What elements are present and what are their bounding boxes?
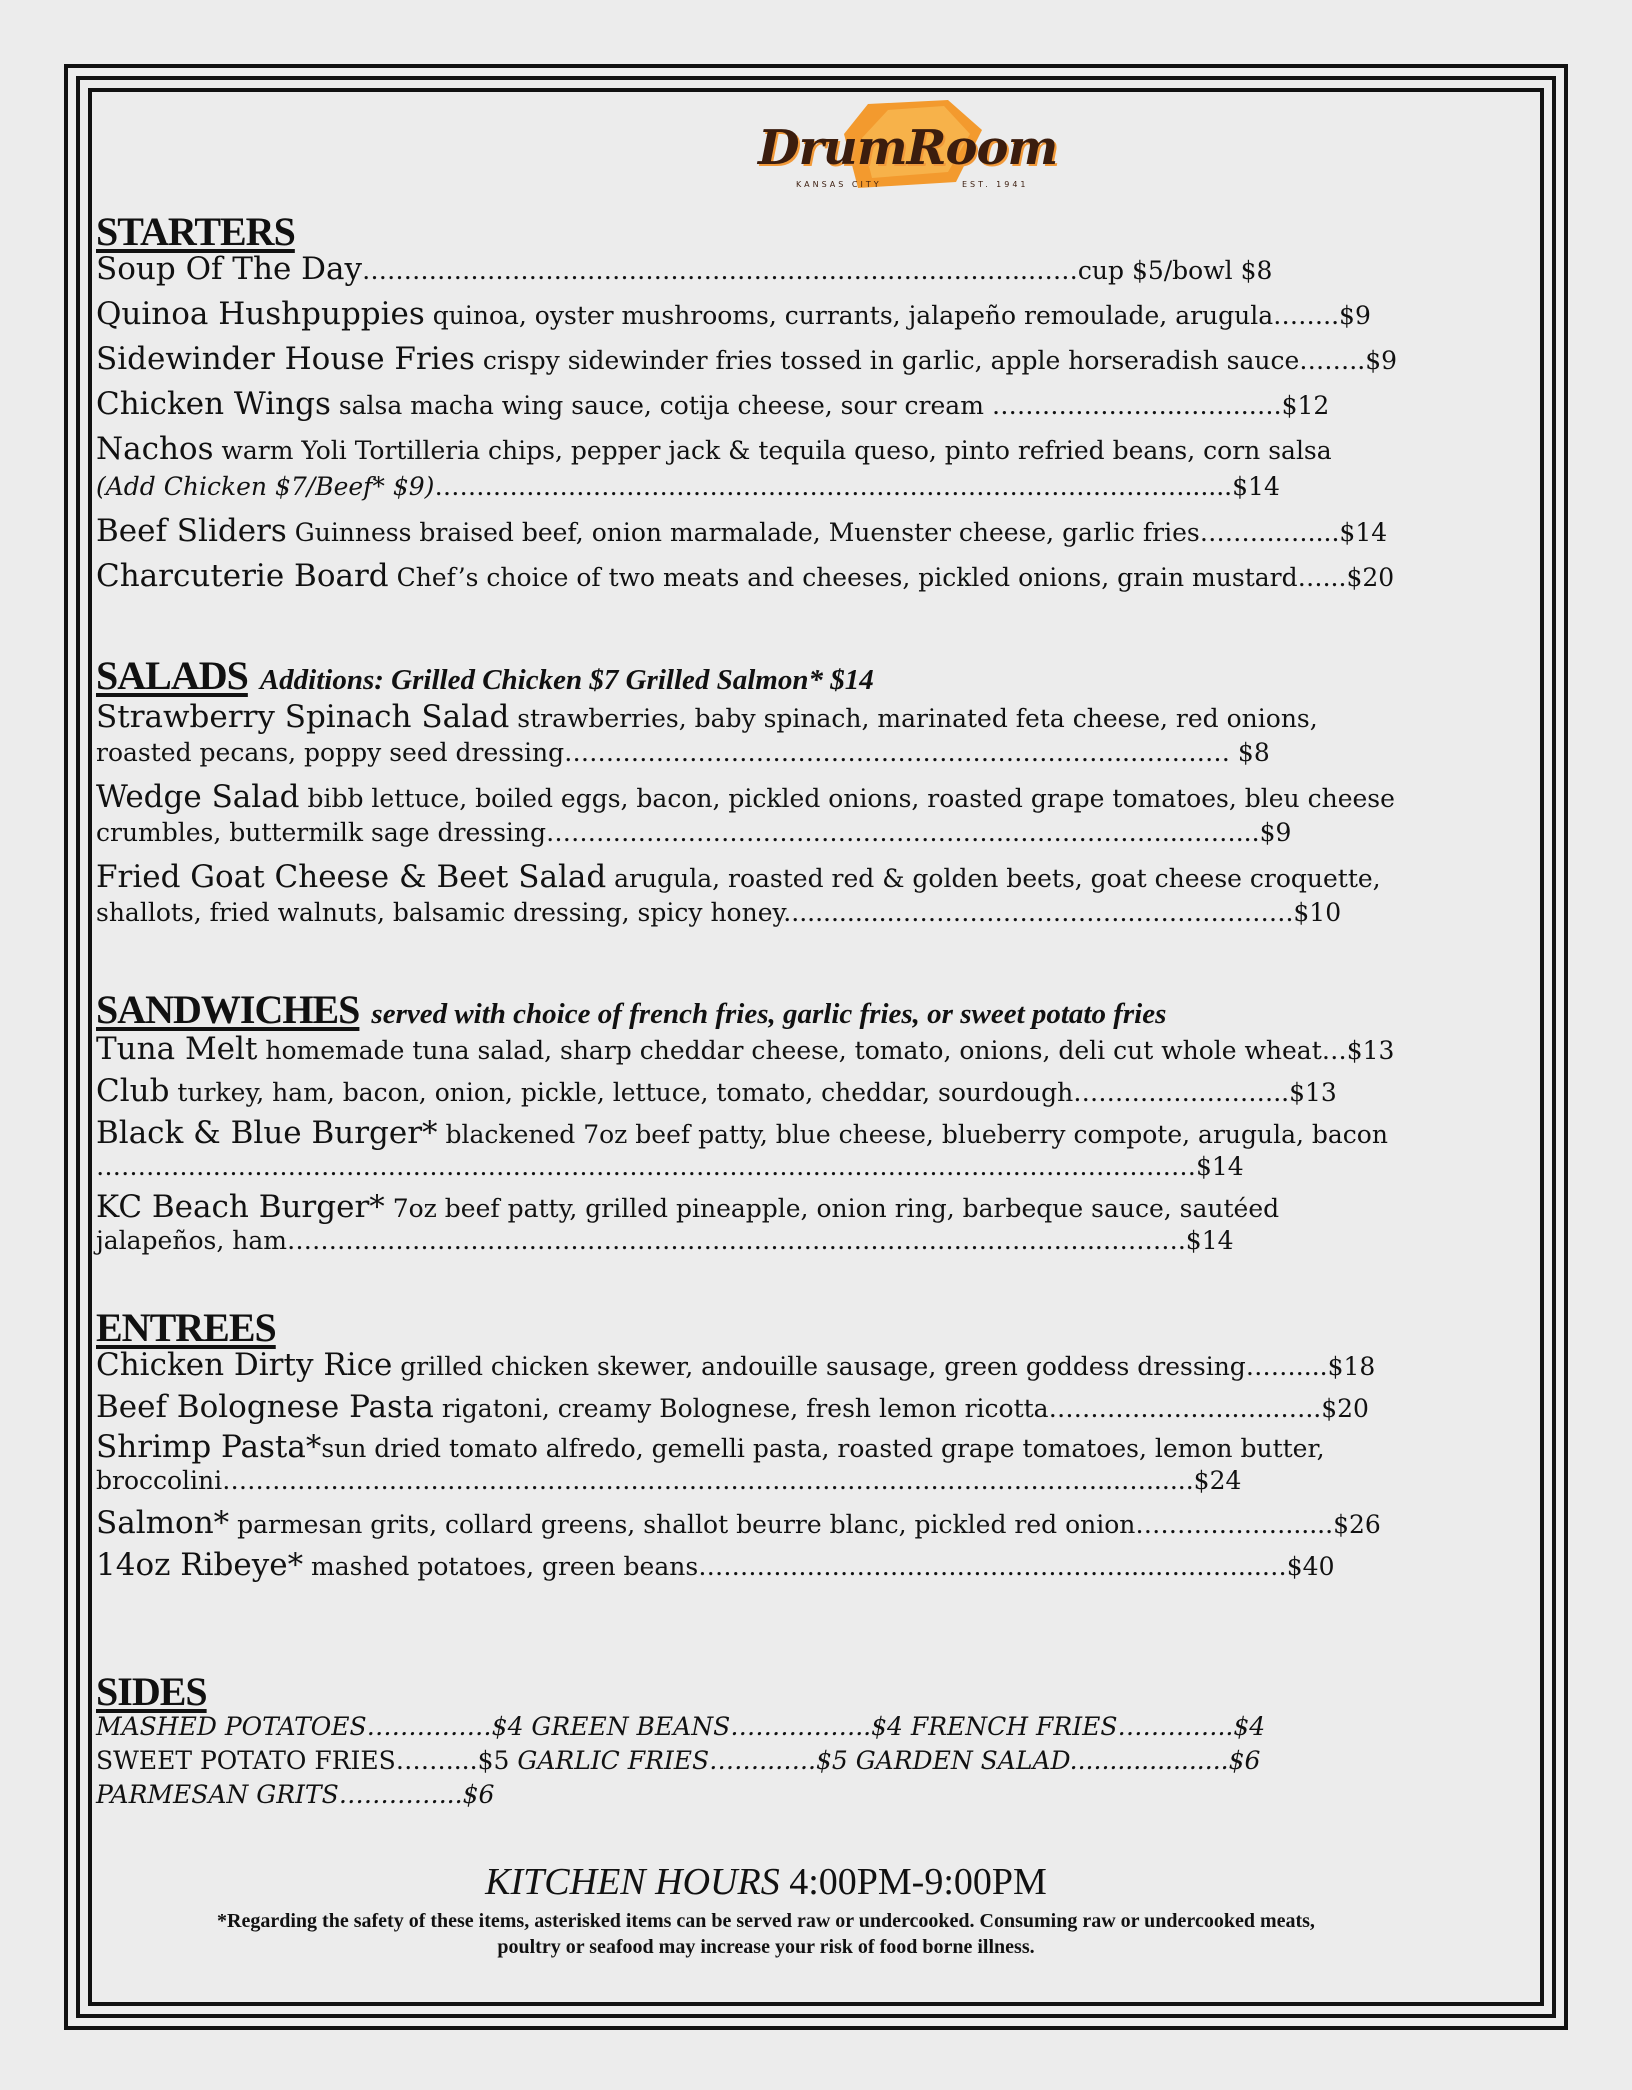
menu-item [96,1031,1395,1076]
item-desc: crumbles, buttermilk sage dressing………………………………………………..………………...……...$9 [96,818,1292,847]
item-name: Charcuterie Board [96,558,389,594]
menu-item [96,859,1395,900]
sides-list: MASHED POTATOES……………$4 GREEN BEANS……………..$4 FRENCH FRIES…………..$4 [96,1712,1266,1741]
starters-section [96,208,1397,606]
food-safety-disclaimer: *Regarding the safety of these items, asterisked items can be served raw or undercooked. Consuming raw or undercooked meats, poultry or seafood may increase your risk of food borne illness. [217,1910,1315,1958]
sides-line [96,1714,1265,1748]
logo-location: KANSAS CITY [796,180,882,189]
sides-section [96,1668,1265,1816]
item-desc: shallots, fried walnuts, balsamic dressing, spicy honey..............………………………..……………….$10 [96,898,1342,927]
menu-item-cont [96,1468,1381,1508]
item-name: Wedge Salad [96,779,300,815]
section-title: SIDES [96,1669,207,1714]
section-title: ENTREES [96,1305,276,1350]
item-desc: crispy sidewinder fries tossed in garlic, apple horseradish sauce……..$9 [474,346,1398,375]
menu-item [96,779,1395,820]
entrees-section [96,1304,1381,1592]
menu-item-cont [96,474,1397,516]
menu-item [96,1115,1394,1154]
section-title: SANDWICHES [96,987,360,1032]
menu-item [96,1347,1381,1392]
menu-item [96,341,1398,389]
section-note: Additions: Grilled Chicken $7 Grilled Salmon* $14 [259,664,874,696]
menu-item [96,1547,1381,1592]
item-price: ………………………………………………………………………………......$14 [434,472,1280,501]
item-desc: broccolini……………………………………………………………………………………………...…......$24 [96,1466,1242,1495]
sides-line [96,1748,1265,1782]
menu-item [96,251,1397,299]
item-desc: blackened 7oz beef patty, blue cheese, blueberry compote, arugula, bacon [437,1120,1388,1149]
item-add-on: (Add Chicken $7/Beef* $9) [96,472,435,501]
sandwiches-section [96,986,1394,1266]
item-name: Strawberry Spinach Salad [96,699,510,735]
item-desc: salsa macha wing sauce, cotija cheese, sour cream …………………..……..….$12 [330,391,1330,420]
menu-item-cont [96,1228,1394,1266]
item-price: ……………………………………………………………………………………………………………………$14 [96,1152,1244,1181]
item-name: Chicken Dirty Rice [96,1347,393,1383]
menu-item-cont [96,900,1395,942]
salads-section [96,652,1395,942]
item-desc: grilled chicken skewer, andouille sausage, green goddess dressing……....$18 [392,1352,1376,1381]
drumroom-logo [748,100,1078,200]
item-name: Nachos [96,431,214,467]
item-desc: warm Yoli Tortilleria chips, pepper jack & tequila queso, pinto refried beans, corn salsa [213,436,1332,465]
item-name: KC Beach Burger* [96,1189,385,1225]
item-desc: strawberries, baby spinach, marinated feta cheese, red onions, [509,704,1318,733]
sides-list: SWEET POTATO FRIES……....$5 [96,1746,518,1775]
item-name: 14oz Ribeye* [96,1547,304,1583]
menu-item [96,386,1397,434]
hours-time: 4:00PM-9:00PM [779,1861,1047,1903]
item-desc: parmesan grits, collard greens, shallot beurre blanc, pickled red onion………………......$26 [229,1510,1381,1539]
item-desc: bibb lettuce, boiled eggs, bacon, pickled onions, roasted grape tomatoes, bleu cheese [299,784,1395,813]
logo-name: DrumRoom [758,120,1058,176]
section-note: served with choice of french fries, garlic fries, or sweet potato fries [371,998,1167,1030]
menu-item [96,1073,1394,1118]
section-title: STARTERS [96,209,295,254]
menu-item-cont [96,740,1395,782]
item-name: Beef Bolognese Pasta [96,1389,434,1425]
item-name: Chicken Wings [96,386,331,422]
sides-list: PARMESAN GRITS…………...$6 [96,1780,495,1809]
item-desc: sun dried tomato alfredo, gemelli pasta, roasted grape tomatoes, lemon butter, [321,1434,1325,1463]
logo-established: EST. 1941 [962,180,1029,189]
menu-item [96,1429,1381,1468]
menu-item [96,558,1397,606]
item-desc: roasted pecans, poppy seed dressing…………………………………………………………..………… $8 [96,738,1270,767]
menu-item [96,296,1397,344]
item-desc: turkey, ham, bacon, onion, pickle, lettuce, tomato, cheddar, sourdough……………………..$13 [169,1078,1337,1107]
item-name: Soup Of The Day [96,251,362,287]
item-desc: Chef’s choice of two meats and cheeses, pickled onions, grain mustard…...$20 [388,563,1395,592]
section-title: SALADS [96,653,248,698]
item-name: Fried Goat Cheese & Beet Salad [96,859,607,895]
item-name: Club [96,1073,170,1109]
menu-item [96,431,1397,474]
item-desc: 7oz beef patty, grilled pineapple, onion ring, barbeque sauce, sautéed [384,1194,1280,1223]
item-name: Sidewinder House Fries [96,341,475,377]
item-desc: arugula, roasted red & golden beets, goat cheese croquette, [606,864,1381,893]
item-name: Black & Blue Burger* [96,1115,438,1151]
item-name: Beef Sliders [96,513,287,549]
item-price: ……………………………………………………………………..……cup $5/bowl $8 [362,256,1273,285]
item-name: Salmon* [96,1505,230,1541]
item-desc: homemade tuna salad, sharp cheddar cheese, tomato, onions, deli cut whole wheat…$13 [257,1036,1395,1065]
item-desc: rigatoni, creamy Bolognese, fresh lemon ricotta…………………..…..…..$20 [433,1394,1369,1423]
menu-item-cont [96,1154,1394,1192]
item-desc: quinoa, oyster mushrooms, currants, jalapeño remoulade, arugula……..$9 [424,301,1371,330]
item-desc: Guinness braised beef, onion marmalade, Muenster cheese, garlic fries……….…....$14 [286,518,1388,547]
menu-item [96,699,1395,740]
menu-item [96,1389,1381,1432]
item-name: Quinoa Hushpuppies [96,296,425,332]
menu-item [96,513,1397,561]
sides-line [96,1782,1265,1816]
item-name: Tuna Melt [96,1031,258,1067]
menu-item-cont [96,820,1395,862]
item-name: Shrimp Pasta* [96,1429,322,1465]
hours-label: KITCHEN HOURS [485,1861,780,1903]
kitchen-hours [96,1860,1436,1904]
menu-item [96,1505,1381,1550]
menu-item [96,1189,1394,1228]
item-desc: mashed potatoes, green beans……………………………………………....….……...…$40 [303,1552,1335,1581]
sides-list: GARLIC FRIES……..…..$5 GARDEN SALAD....................$6 [517,1746,1261,1775]
item-desc: jalapeños, ham……………………………………………………………………………………..……….$14 [96,1226,1234,1255]
